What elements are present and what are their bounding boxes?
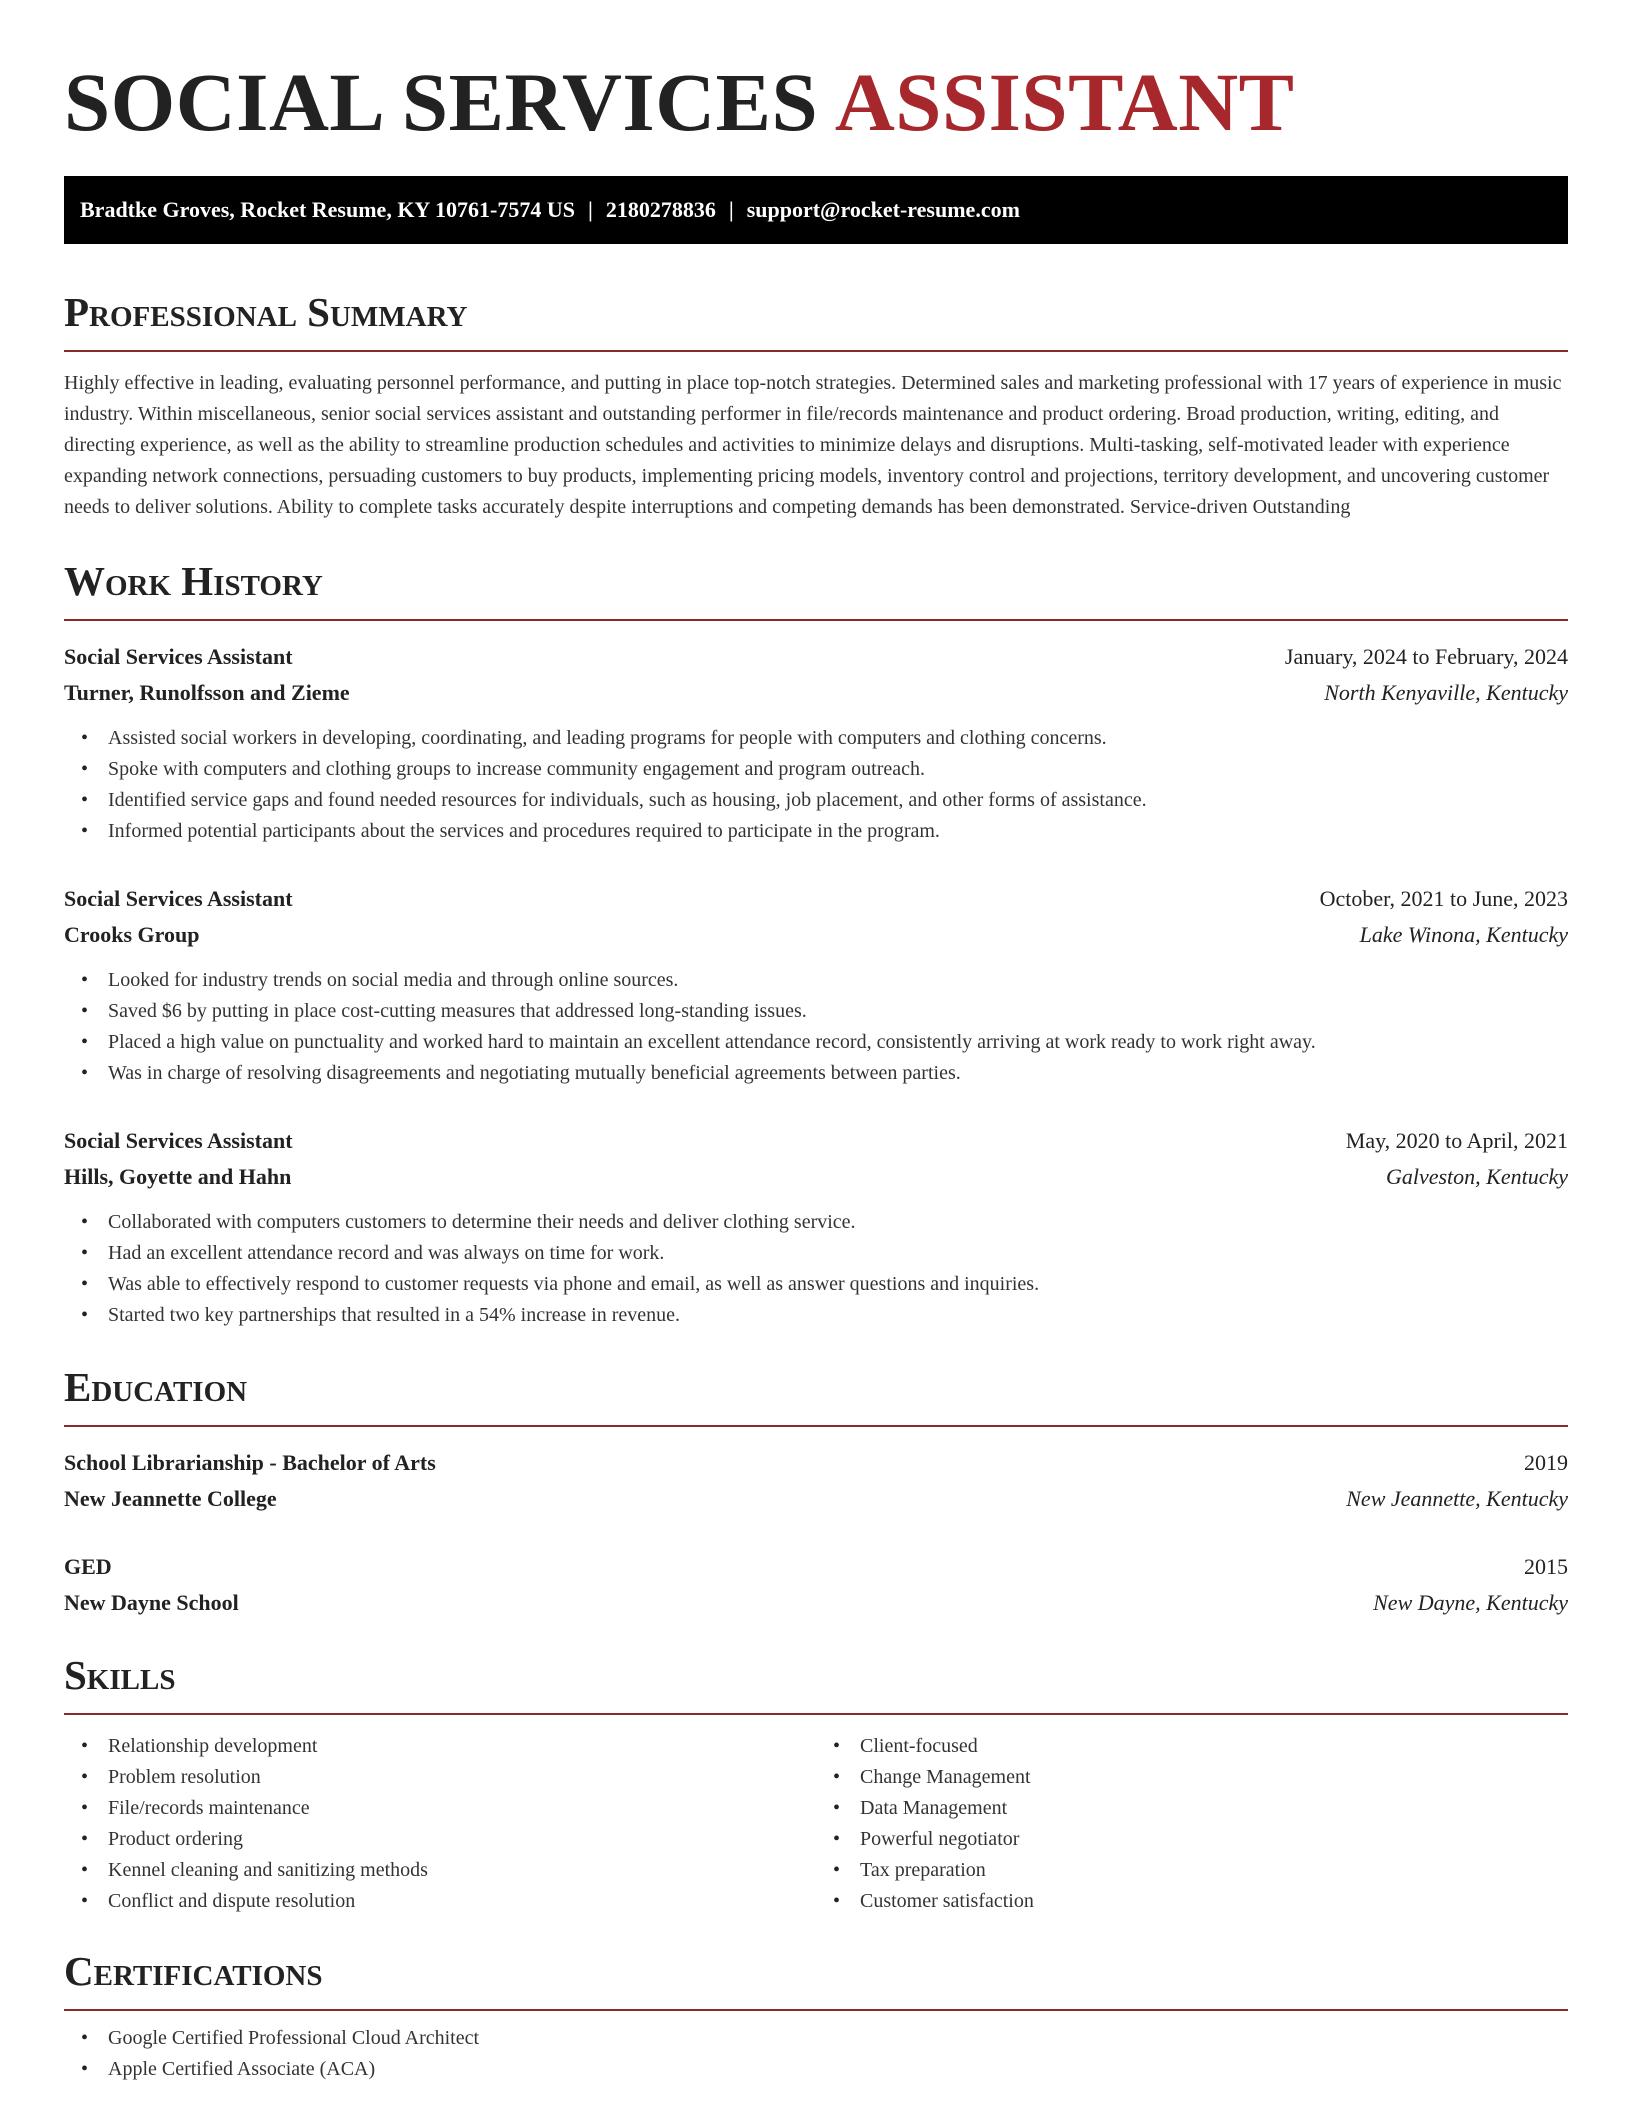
- job-subheader: [64, 1159, 1568, 1195]
- job-location: North Kenyaville, Kentucky: [1324, 680, 1568, 705]
- education-subheader: [64, 1481, 1568, 1517]
- title-accent: ASSISTANT: [834, 56, 1295, 148]
- job-bullet: • Saved $6 by putting in place cost-cutting measures that addressed long-standing issues.: [108, 996, 1568, 1027]
- contact-email[interactable]: support@rocket-resume.com: [746, 197, 1020, 222]
- skills-list-right: [816, 1731, 1568, 1917]
- job-bullet: • Was in charge of resolving disagreements and negotiating mutually beneficial agreements between parties.: [108, 1058, 1568, 1089]
- contact-address: Bradtke Groves, Rocket Resume, KY 10761-7574 US: [80, 197, 575, 222]
- skill-item: • Change Management: [860, 1762, 1568, 1793]
- skill-item: • Tax preparation: [860, 1855, 1568, 1886]
- job-bullets: [64, 965, 1568, 1089]
- education-entry: [64, 1549, 1568, 1621]
- job-bullet: • Spoke with computers and clothing groups to increase community engagement and program outreach.: [108, 754, 1568, 785]
- education-year: 2015: [1524, 1554, 1568, 1579]
- education-school: New Dayne School: [64, 1590, 239, 1615]
- job-location: Lake Winona, Kentucky: [1359, 922, 1568, 947]
- summary-section: [64, 288, 1568, 523]
- certifications-section: [64, 1947, 1568, 2085]
- job-bullet: • Had an excellent attendance record and was always on time for work.: [108, 1238, 1568, 1269]
- contact-phone[interactable]: 2180278836: [605, 197, 716, 222]
- education-location: New Jeannette, Kentucky: [1346, 1486, 1568, 1511]
- section-title-work-history: Work History: [64, 557, 1568, 621]
- skill-item: • Customer satisfaction: [860, 1886, 1568, 1917]
- job-bullet: • Collaborated with computers customers to determine their needs and deliver clothing service.: [108, 1207, 1568, 1238]
- job-header: [64, 639, 1568, 675]
- summary-text: Highly effective in leading, evaluating personnel performance, and putting in place top-notch strategies. Determined sales and marketing professional with 17 years of experience in music industry. Within miscellaneous, senior social services assistant and outstanding performer in file/records maintenance and product ordering. Broad production, writing, editing, and directing experience, as well as the ability to streamline production schedules and activities to minimize delays and disruptions. Multi-tasking, self-motivated leader with experience expanding network connections, persuading customers to buy products, implementing pricing models, inventory control and projections, territory development, and uncovering customer needs to deliver solutions. Ability to complete tasks accurately despite interruptions and competing demands has been demonstrated. Service-driven Outstanding: [64, 372, 1562, 518]
- job-bullet: • Identified service gaps and found needed resources for individuals, such as housing, job placement, and other forms of assistance.: [108, 785, 1568, 816]
- certifications-list: [64, 2023, 1568, 2085]
- education-header: [64, 1549, 1568, 1585]
- skills-list-left: [64, 1731, 816, 1917]
- job-entry: [64, 1123, 1568, 1331]
- job-dates: January, 2024 to February, 2024: [1284, 644, 1568, 669]
- skill-item: • Relationship development: [108, 1731, 816, 1762]
- education-year: 2019: [1524, 1450, 1568, 1475]
- job-subheader: [64, 917, 1568, 953]
- skill-item: • File/records maintenance: [108, 1793, 816, 1824]
- skills-columns: [64, 1731, 1568, 1917]
- job-position: Social Services Assistant: [64, 644, 293, 669]
- contact-bar: [64, 176, 1568, 244]
- job-bullet: • Placed a high value on punctuality and worked hard to maintain an excellent attendance record, consistently arriving at work ready to work right away.: [108, 1027, 1568, 1058]
- job-entry: [64, 881, 1568, 1089]
- skill-item: • Product ordering: [108, 1824, 816, 1855]
- job-header: [64, 1123, 1568, 1159]
- section-title-education: Education: [64, 1363, 1568, 1427]
- job-bullet: • Started two key partnerships that resulted in a 54% increase in revenue.: [108, 1300, 1568, 1331]
- job-position: Social Services Assistant: [64, 1128, 293, 1153]
- job-position: Social Services Assistant: [64, 886, 293, 911]
- skill-item: • Conflict and dispute resolution: [108, 1886, 816, 1917]
- contact-separator: |: [728, 197, 734, 222]
- skill-item: • Kennel cleaning and sanitizing methods: [108, 1855, 816, 1886]
- job-dates: May, 2020 to April, 2021: [1345, 1128, 1568, 1153]
- job-bullet: • Assisted social workers in developing, coordinating, and leading programs for people with computers and clothing concerns.: [108, 723, 1568, 754]
- job-dates: October, 2021 to June, 2023: [1319, 886, 1568, 911]
- education-subheader: [64, 1585, 1568, 1621]
- skill-item: • Problem resolution: [108, 1762, 816, 1793]
- job-bullet: • Informed potential participants about the services and procedures required to participate in the program.: [108, 816, 1568, 847]
- education-school: New Jeannette College: [64, 1486, 277, 1511]
- certification-item: • Apple Certified Associate (ACA): [108, 2054, 1568, 2085]
- section-title-summary: Professional Summary: [64, 288, 1568, 352]
- job-company: Turner, Runolfsson and Zieme: [64, 680, 350, 705]
- title-main: SOCIAL SERVICES: [64, 56, 819, 148]
- job-company: Crooks Group: [64, 922, 200, 947]
- contact-separator: |: [587, 197, 593, 222]
- job-subheader: [64, 675, 1568, 711]
- job-company: Hills, Goyette and Hahn: [64, 1164, 292, 1189]
- skill-item: • Client-focused: [860, 1731, 1568, 1762]
- skills-section: [64, 1651, 1568, 1917]
- education-section: [64, 1363, 1568, 1621]
- section-title-skills: Skills: [64, 1651, 1568, 1715]
- job-entry: [64, 639, 1568, 847]
- resume-title: [64, 52, 1568, 152]
- education-entry: [64, 1445, 1568, 1517]
- section-title-certifications: Certifications: [64, 1947, 1568, 2011]
- job-bullet: • Was able to effectively respond to customer requests via phone and email, as well as answer questions and inquiries.: [108, 1269, 1568, 1300]
- job-header: [64, 881, 1568, 917]
- certification-item: • Google Certified Professional Cloud Architect: [108, 2023, 1568, 2054]
- job-bullet: • Looked for industry trends on social media and through online sources.: [108, 965, 1568, 996]
- skill-item: • Data Management: [860, 1793, 1568, 1824]
- education-degree: GED: [64, 1554, 112, 1579]
- job-bullets: [64, 723, 1568, 847]
- job-bullets: [64, 1207, 1568, 1331]
- education-header: [64, 1445, 1568, 1481]
- education-degree: School Librarianship - Bachelor of Arts: [64, 1450, 436, 1475]
- education-location: New Dayne, Kentucky: [1373, 1590, 1568, 1615]
- skill-item: • Powerful negotiator: [860, 1824, 1568, 1855]
- work-history-section: [64, 557, 1568, 1331]
- job-location: Galveston, Kentucky: [1385, 1164, 1568, 1189]
